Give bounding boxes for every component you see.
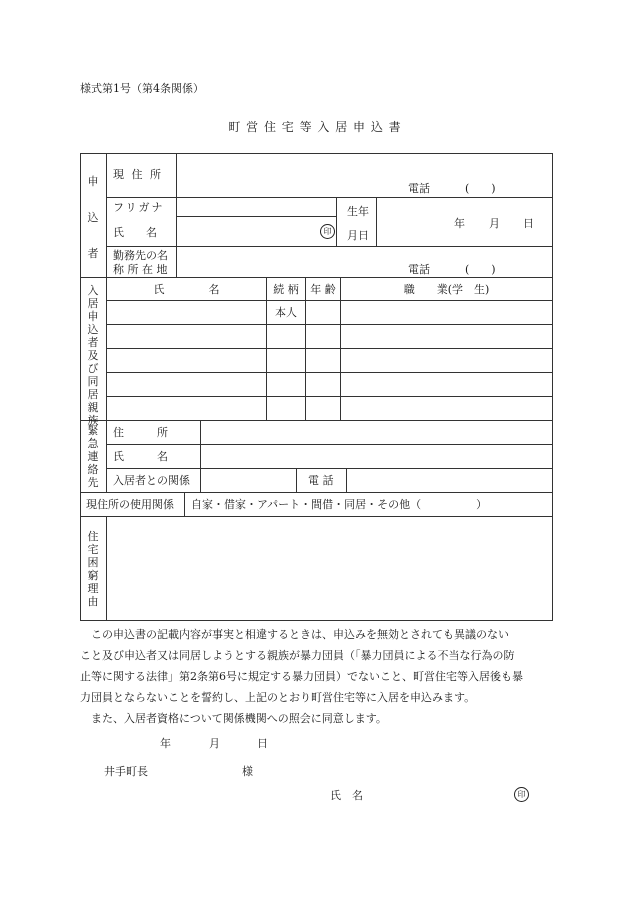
household-header-relation: 続 柄 <box>273 283 299 296</box>
seal-mark: 印 <box>320 224 335 239</box>
birth-day-unit: 日 <box>523 217 534 230</box>
form-title: 町 営 住 宅 等 入 居 申 込 書 <box>228 120 402 134</box>
household-label-char: 族 <box>87 414 99 427</box>
emergency-address-field[interactable] <box>202 421 551 444</box>
household-label-char: 居 <box>87 388 99 401</box>
consent-line: また、入居者資格について関係機関への照会に同意します。 <box>80 712 387 725</box>
emergency-phone-field[interactable] <box>348 469 551 492</box>
address-phone-parens: ( ) <box>465 182 496 195</box>
hardship-label-char: 困 <box>87 556 99 569</box>
household-section-label <box>86 284 100 427</box>
applicant-label-char: 者 <box>87 247 99 260</box>
household-label-char: 親 <box>87 401 99 414</box>
emergency-label-char: 絡 <box>87 463 99 476</box>
household-header-occupation: 職 業(学 生) <box>403 283 490 296</box>
household-label-char: 込 <box>87 323 99 336</box>
hardship-label-char: 宅 <box>87 543 99 556</box>
footer-year-unit: 年 <box>160 737 171 750</box>
name-label: 氏 名 <box>113 226 157 239</box>
household-label-char: 者 <box>87 336 99 349</box>
emergency-address-label: 住 所 <box>113 426 168 439</box>
emergency-phone-label: 電 話 <box>308 474 334 487</box>
household-label-char: 同 <box>87 375 99 388</box>
declaration-line: こと及び申込者又は同居しようとする親族が暴力団員（「暴力団員による不当な行為の防 <box>80 649 515 662</box>
hardship-label-char: 理 <box>87 582 99 595</box>
birth-label-top: 生年 <box>347 205 369 218</box>
emergency-label-char: 急 <box>87 437 99 450</box>
applicant-label-char: 申 <box>87 175 99 188</box>
applicant-label-char: 込 <box>87 211 99 224</box>
current-address-field[interactable] <box>178 154 551 196</box>
emergency-relation-field[interactable] <box>202 469 295 492</box>
birth-month-unit: 月 <box>489 217 500 230</box>
birth-date-field[interactable] <box>378 198 551 245</box>
emergency-section-label <box>86 424 100 489</box>
name-field[interactable] <box>178 217 335 245</box>
household-label-char: 申 <box>87 310 99 323</box>
emergency-label-char: 連 <box>87 450 99 463</box>
footer-month-unit: 月 <box>209 737 220 750</box>
usage-options[interactable]: 自家・借家・アパート・間借・同居・その他（ ） <box>191 498 488 511</box>
household-label-char: 及 <box>87 349 99 362</box>
household-label-char: び <box>87 362 99 375</box>
household-relation-self: 本人 <box>275 306 297 319</box>
hardship-label-char: 由 <box>87 595 99 608</box>
footer-day-unit: 日 <box>257 737 268 750</box>
emergency-relation-label: 入居者との関係 <box>113 474 190 487</box>
declaration-paragraph <box>80 624 556 729</box>
emergency-label-char: 先 <box>87 476 99 489</box>
hardship-label-char: 住 <box>87 530 99 543</box>
household-label-char: 居 <box>87 297 99 310</box>
birth-label-bottom: 月日 <box>347 229 369 242</box>
household-row[interactable] <box>107 349 552 372</box>
emergency-name-field[interactable] <box>202 445 551 468</box>
footer-name-label: 氏 名 <box>330 789 363 802</box>
household-row[interactable] <box>107 373 552 396</box>
usage-label: 現住所の使用関係 <box>86 498 174 511</box>
declaration-line: 力団員とならないことを誓約し、上記のとおり町営住宅等に入居を申込みます。 <box>80 691 476 704</box>
workplace-phone-parens: ( ) <box>465 263 496 276</box>
honorific: 様 <box>242 765 253 778</box>
applicant-section-label <box>86 175 100 260</box>
emergency-name-label: 氏 名 <box>113 450 168 463</box>
household-row[interactable] <box>107 301 552 324</box>
workplace-phone-label: 電話 <box>408 263 430 276</box>
furigana-field[interactable] <box>178 198 335 215</box>
declaration-line: 止等に関する法律」第2条第6号に規定する暴力団員）でないこと、町営住宅等入居後も暴 <box>80 670 523 683</box>
hardship-label-char: 窮 <box>87 569 99 582</box>
footer-name-field[interactable] <box>370 786 510 804</box>
hardship-section-label <box>86 530 100 608</box>
form-number: 様式第1号（第4条関係） <box>80 82 204 95</box>
household-header-age: 年 齢 <box>310 283 336 296</box>
workplace-field[interactable] <box>178 247 551 276</box>
household-row[interactable] <box>107 325 552 348</box>
current-address-label: 現 住 所 <box>113 168 163 181</box>
emergency-label-char: 緊 <box>87 424 99 437</box>
household-header-name: 氏 名 <box>153 283 220 296</box>
workplace-label-top: 勤務先の名 <box>113 249 168 262</box>
workplace-label-bottom: 称 所 在 地 <box>113 263 168 276</box>
hardship-reason-field[interactable] <box>108 517 551 619</box>
furigana-label: フリガナ <box>113 201 165 214</box>
birth-year-unit: 年 <box>454 217 465 230</box>
address-phone-label: 電話 <box>408 182 430 195</box>
footer-seal-mark: 印 <box>514 787 529 802</box>
household-row[interactable] <box>107 397 552 420</box>
declaration-line: この申込書の記載内容が事実と相違するときは、申込みを無効とされても異議のない <box>80 628 509 641</box>
addressee: 井手町長 <box>104 765 148 778</box>
household-label-char: 入 <box>87 284 99 297</box>
